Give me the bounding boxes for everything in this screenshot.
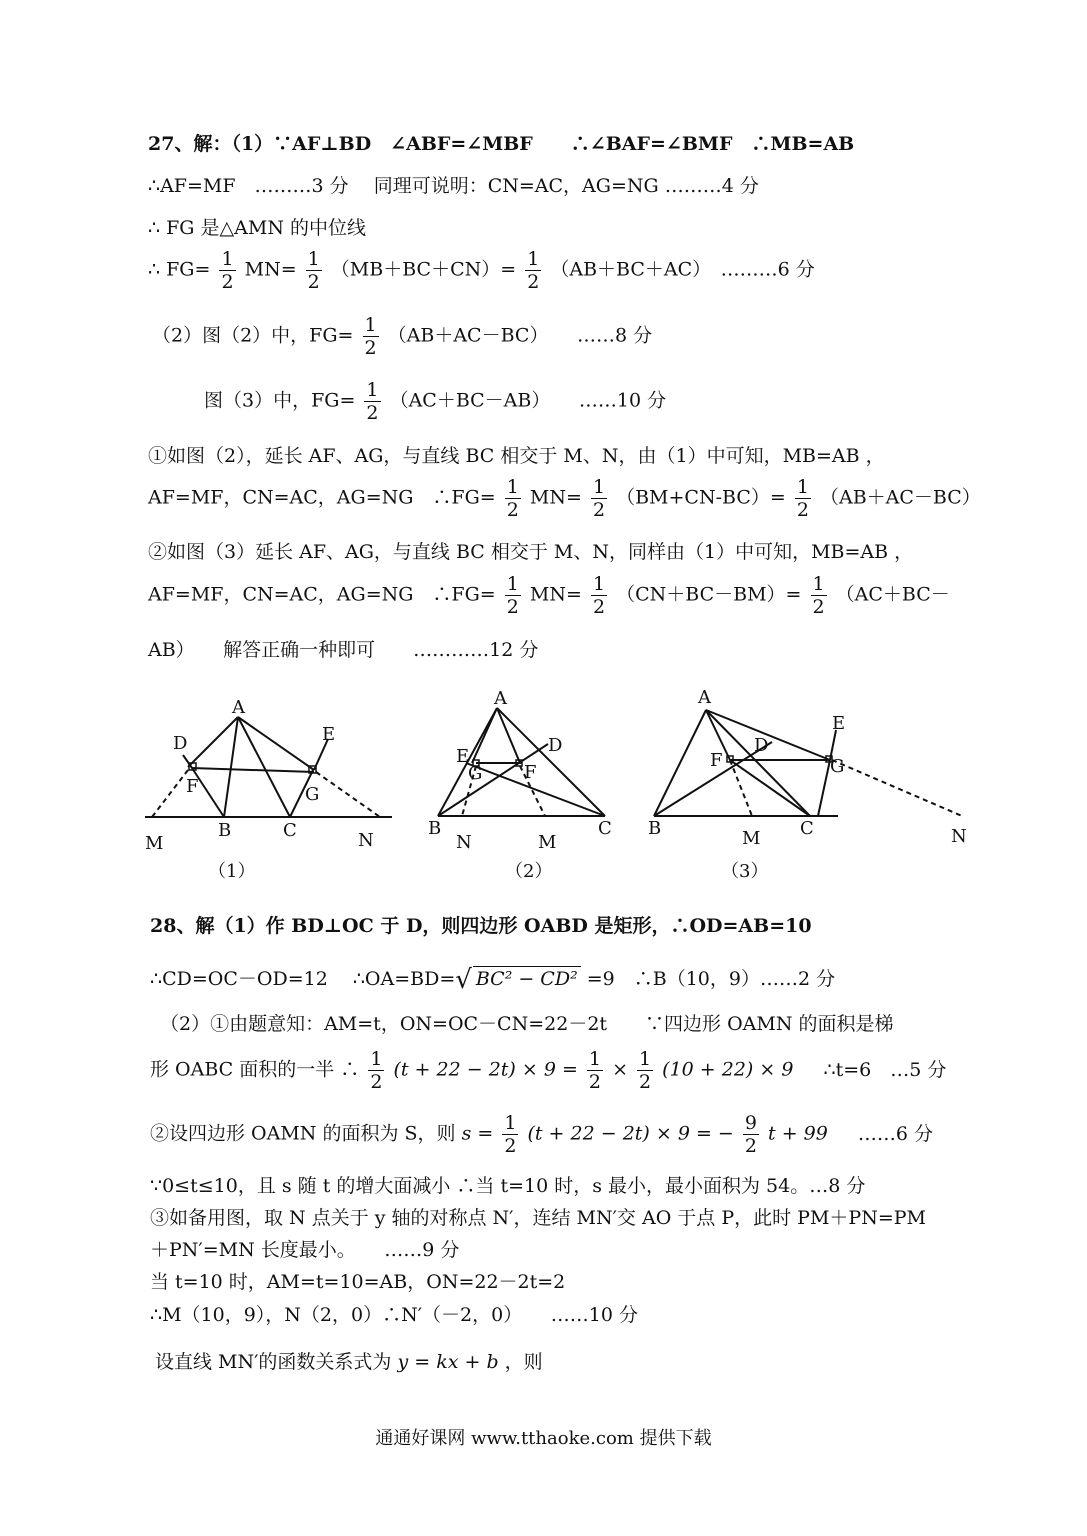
fraction-half: $\frac{1}{2}$ — [639, 1048, 652, 1093]
q28-line-8: ＋PN′=MN 长度最小。 ……9 分 — [150, 1239, 460, 1261]
q28-line-11: 设直线 MN′的函数关系式为 y = kx + b ，则 — [155, 1351, 543, 1373]
segment-ag — [238, 717, 314, 770]
segment-ab — [224, 717, 238, 817]
q27-line-9: ②如图（3）延长 AF、AG，与直线 BC 相交于 M、N，同样由（1）中可知，MB=AB ， — [148, 541, 914, 563]
fraction-half: $\frac{1}{2}$ — [592, 573, 606, 618]
label-D: D — [754, 735, 769, 756]
label-B: B — [428, 818, 442, 839]
label-E: E — [456, 746, 470, 767]
q28-line-3: （2）①由题意知：AM=t，ON=OC－CN=22－2t ∵四边形 OAMN 的面积是梯 — [160, 1013, 894, 1035]
dashed-fm — [152, 770, 188, 817]
q28-line-5: ②设四边形 OAMN 的面积为 S，则 s = $\frac{1}{2}$ (t + 22 − 2t) × 9 = − $\frac{9}{2}$ t + 99 ……6 分 — [150, 1112, 934, 1157]
fraction-half: $\frac{1}{2}$ — [504, 1112, 517, 1157]
caption-3: （3） — [721, 861, 769, 882]
q27-line-7: ①如图（2），延长 AF、AG，与直线 BC 相交于 M、N，由（1）中可知，MB=AB ， — [148, 445, 885, 467]
fraction-half: $\frac{1}{2}$ — [588, 1048, 602, 1093]
segment-fd — [183, 755, 192, 768]
label-G: G — [830, 756, 845, 777]
segment-ac — [238, 717, 290, 817]
label-A: A — [698, 687, 711, 708]
segment-ag — [472, 708, 497, 763]
figure-1 — [138, 688, 398, 888]
caption-1: （1） — [208, 861, 256, 882]
q27-line-11: AB） 解答正确一种即可 …………12 分 — [148, 639, 539, 661]
q27-line-3: ∴ FG 是△AMN 的中位线 — [148, 217, 366, 239]
q28-line-2: ∴CD=OC－OD=12 ∴OA=BD=√ BC² − CD² =9 ∴B（10，9）……2 分 — [150, 965, 836, 995]
page-footer: 通通好课网 www.tthaoke.com 提供下载 — [375, 1428, 712, 1449]
fraction-half: $\frac{1}{2}$ — [364, 314, 377, 359]
fraction-half: $\frac{1}{2}$ — [307, 248, 320, 293]
q28-line-9: 当 t=10 时，AM=t=10=AB，ON=22－2t=2 — [150, 1271, 566, 1293]
label-M: M — [742, 828, 761, 849]
fraction-half: $\frac{1}{2}$ — [221, 248, 234, 293]
dashed-gn — [316, 772, 380, 817]
q27-line-10: AF=MF，CN=AC，AG=NG ∴FG= $\frac{1}{2}$ MN= $\frac{1}{2}$ （CN＋BC－BM）= $\frac{1}{2}$ （AC＋BC－ — [148, 573, 950, 618]
label-B: B — [648, 818, 662, 839]
q27-line-4: ∴ FG= $\frac{1}{2}$ MN= $\frac{1}{2}$ （MB＋BC＋CN）= $\frac{1}{2}$ （AB＋BC＋AC） ………6 分 — [148, 248, 815, 293]
figure-2 — [425, 685, 625, 885]
label-N: N — [951, 826, 967, 847]
figure-3 — [640, 685, 970, 885]
sqrt-icon: √ — [455, 965, 472, 995]
q28-line-6: ∵0≤t≤10，且 s 随 t 的增大面减小 ∴当 t=10 时，s 最小，最小面积为 54。…8 分 — [150, 1175, 866, 1197]
segment-af — [497, 708, 520, 763]
label-E: E — [832, 713, 846, 734]
label-C: C — [598, 818, 612, 839]
label-D: D — [173, 733, 188, 754]
label-G: G — [305, 784, 320, 805]
label-N: N — [456, 832, 472, 853]
q27-line-8: AF=MF，CN=AC，AG=NG ∴FG= $\frac{1}{2}$ MN= $\frac{1}{2}$ （BM+CN-BC）= $\frac{1}{2}$ （AB＋AC－BC） — [148, 476, 981, 521]
segment-gc — [818, 760, 830, 816]
dashed-gn — [832, 760, 962, 816]
label-C: C — [800, 818, 814, 839]
label-C: C — [283, 820, 297, 841]
fraction-half: $\frac{1}{2}$ — [527, 248, 540, 293]
fraction-half: $\frac{1}{2}$ — [370, 1048, 383, 1093]
label-A: A — [232, 697, 245, 718]
label-G: G — [468, 763, 483, 784]
caption-2: （2） — [505, 861, 553, 882]
q27-line-1: 27、解：（1）∵AF⊥BD ∠ABF=∠MBF ∴∠BAF=∠BMF ∴MB=AB — [148, 133, 855, 155]
segment-ad — [188, 717, 238, 767]
label-B: B — [218, 820, 232, 841]
label-M: M — [538, 832, 557, 853]
label-F: F — [710, 750, 723, 771]
fraction-half: $\frac{1}{2}$ — [366, 379, 379, 424]
fraction-half: $\frac{1}{2}$ — [812, 573, 825, 618]
fraction-half: $\frac{1}{2}$ — [506, 573, 519, 618]
fraction-half: $\frac{1}{2}$ — [796, 476, 809, 521]
fraction-nine-halves: $\frac{9}{2}$ — [744, 1112, 757, 1157]
label-M: M — [145, 833, 164, 854]
fraction-half: $\frac{1}{2}$ — [506, 476, 519, 521]
segment-fg — [192, 768, 314, 772]
label-D: D — [548, 735, 563, 756]
q28-line-1: 28、解（1）作 BD⊥OC 于 D，则四边形 OABD 是矩形，∴OD=AB=10 — [150, 915, 812, 937]
label-F: F — [524, 762, 537, 783]
label-A: A — [494, 688, 507, 709]
fraction-half: $\frac{1}{2}$ — [592, 476, 606, 521]
label-F: F — [186, 776, 199, 797]
q27-line-6: 图（3）中，FG= $\frac{1}{2}$ （AC＋BC－AB） ……10 分 — [204, 379, 667, 424]
label-E: E — [322, 724, 336, 745]
q28-line-4: 形 OABC 面积的一半 ∴ $\frac{1}{2}$ (t + 22 − 2t) × 9 = $\frac{1}{2}$ × $\frac{1}{2}$ (10 + 22) × 9 ∴t=6 …5 分 — [150, 1048, 947, 1093]
q28-line-7: ③如备用图，取 N 点关于 y 轴的对称点 N′，连结 MN′交 AO 于点 P，此时 PM＋PN=PM — [150, 1207, 926, 1229]
q27-line-2: ∴AF=MF ………3 分 同理可说明：CN=AC，AG=NG ………4 分 — [148, 175, 759, 197]
q28-line-10: ∴M（10，9），N（2，0）∴N′（－2，0） ……10 分 — [150, 1304, 638, 1326]
q27-line-5: （2）图（2）中，FG= $\frac{1}{2}$ （AB＋AC－BC） ……8 分 — [152, 314, 653, 359]
label-N: N — [358, 830, 374, 851]
